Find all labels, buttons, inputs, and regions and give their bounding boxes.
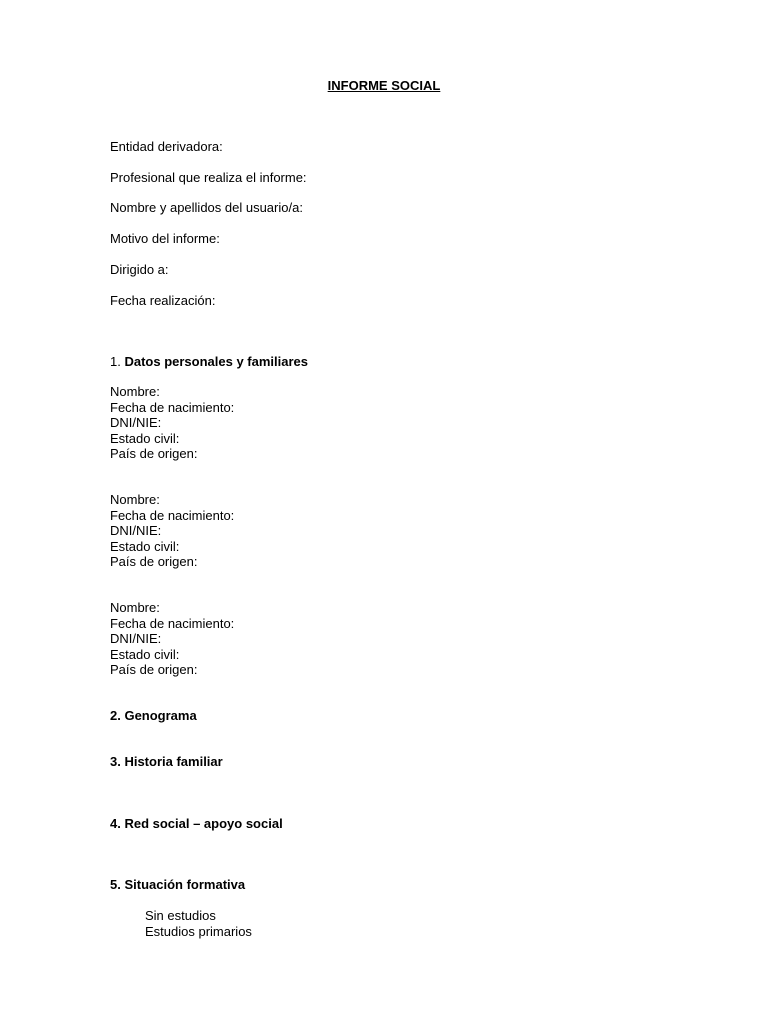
field-motivo: Motivo del informe: [110,231,220,246]
field-profesional: Profesional que realiza el informe: [110,170,307,185]
section-1-title: Datos personales y familiares [124,354,308,369]
person-3-fecha-nacimiento: Fecha de nacimiento: [110,615,235,631]
section-4-heading: 4. Red social – apoyo social [110,816,283,831]
person-1-fecha-nacimiento: Fecha de nacimiento: [110,399,235,415]
person-1-pais-origen: País de origen: [110,446,198,461]
section-5-heading: 5. Situación formativa [110,877,246,892]
person-3-pais-origen: País de origen: [110,662,198,677]
person-1-dni: DNI/NIE: [110,415,162,430]
person-3-estado-civil: Estado civil: [110,646,180,662]
person-3-nombre: Nombre: [110,600,160,615]
section-1-number: 1. [110,354,121,369]
section-1-heading [110,354,308,369]
person-2-nombre: Nombre: [110,492,160,507]
person-block-3 [110,600,234,678]
document-title: INFORME SOCIAL [327,78,441,93]
person-block-1 [110,384,234,462]
person-3-dni: DNI/NIE: [110,631,162,646]
formative-options [145,908,252,939]
field-dirigido-a: Dirigido a: [110,262,169,277]
person-2-dni: DNI/NIE: [110,523,162,538]
person-2-estado-civil: Estado civil: [110,538,180,554]
person-block-2 [110,492,234,570]
person-2-fecha-nacimiento: Fecha de nacimiento: [110,507,235,523]
option-estudios-primarios: Estudios primarios [145,923,252,939]
person-1-estado-civil: Estado civil: [110,430,180,446]
person-2-pais-origen: País de origen: [110,554,198,569]
person-1-nombre: Nombre: [110,384,160,399]
option-sin-estudios: Sin estudios [145,908,216,923]
field-fecha-realizacion: Fecha realización: [110,293,216,308]
section-3-heading: 3. Historia familiar [110,754,223,769]
field-nombre-usuario: Nombre y apellidos del usuario/a: [110,200,303,215]
section-2-heading: 2. Genograma [110,708,197,723]
field-entidad-derivadora: Entidad derivadora: [110,139,223,154]
